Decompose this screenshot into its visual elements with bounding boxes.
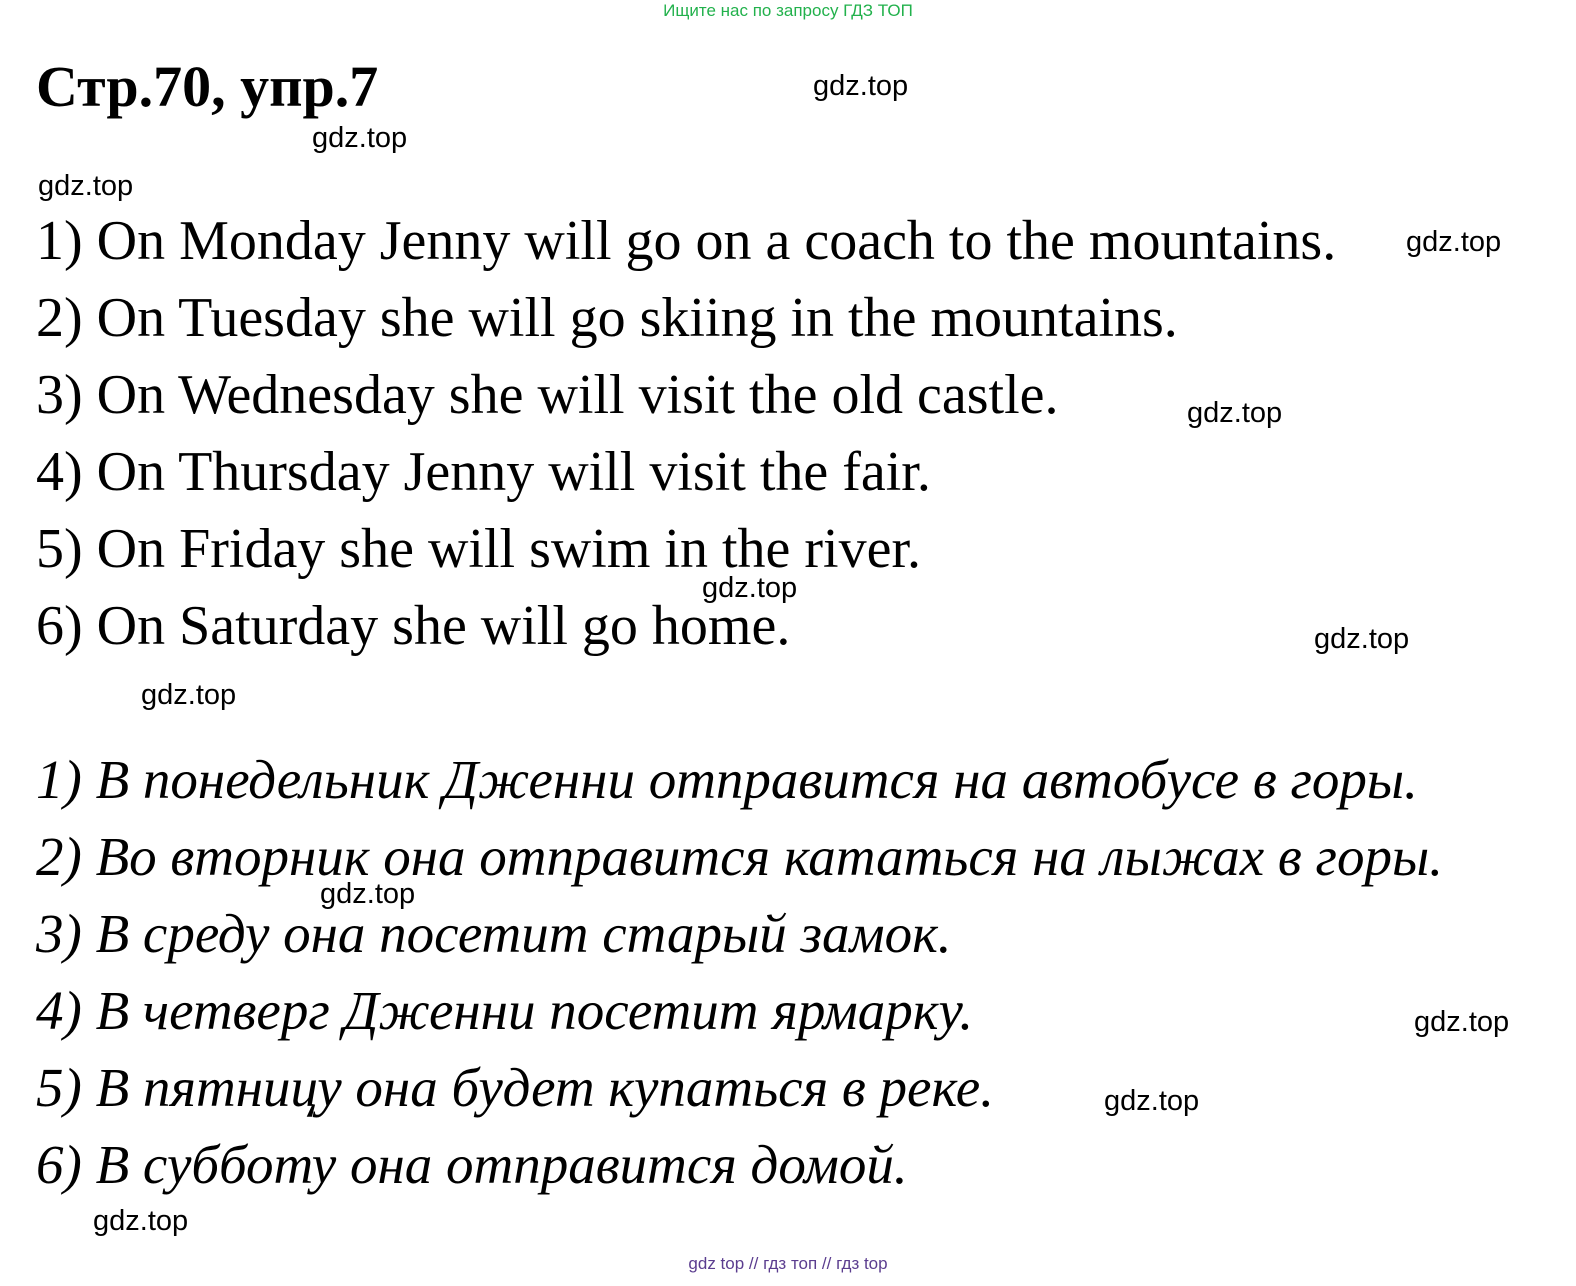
page-title: Стр.70, упр.7 <box>36 54 379 119</box>
watermark: gdz.top <box>141 679 237 711</box>
english-sentence-3: 3) On Wednesday she will visit the old castle. <box>36 364 1059 426</box>
watermark: gdz.top <box>1187 397 1283 429</box>
watermark: gdz.top <box>93 1205 189 1237</box>
watermark: gdz.top <box>1314 623 1410 655</box>
english-sentence-2: 2) On Tuesday she will go skiing in the mountains. <box>36 287 1178 349</box>
watermark: gdz.top <box>1104 1085 1200 1117</box>
watermark: gdz.top <box>1406 226 1502 258</box>
watermark: gdz.top <box>38 170 134 202</box>
russian-translation-list <box>36 741 1443 1203</box>
russian-sentence-4: 4) В четверг Дженни посетит ярмарку. <box>36 980 974 1041</box>
english-sentence-5: 5) On Friday she will swim in the river. <box>36 518 922 580</box>
russian-sentence-3: 3) В среду она посетит старый замок. <box>36 903 952 964</box>
russian-sentence-1: 1) В понедельник Дженни отправится на автобусе в горы. <box>36 749 1418 810</box>
watermark: gdz.top <box>312 122 408 154</box>
english-sentence-6: 6) On Saturday she will go home. <box>36 595 791 657</box>
watermark: gdz.top <box>702 572 798 604</box>
footer-watermark: gdz top // гдз топ // гдз top <box>688 1254 888 1273</box>
top-banner: Ищите нас по запросу ГДЗ ТОП <box>663 1 913 20</box>
russian-sentence-5: 5) В пятницу она будет купаться в реке. <box>36 1057 994 1118</box>
watermark: gdz.top <box>1414 1006 1510 1038</box>
watermark: gdz.top <box>813 70 909 102</box>
english-sentence-1: 1) On Monday Jenny will go on a coach to the mountains. <box>36 210 1337 272</box>
english-sentence-4: 4) On Thursday Jenny will visit the fair. <box>36 441 931 503</box>
english-sentence-list <box>36 203 1336 665</box>
russian-sentence-6: 6) В субботу она отправится домой. <box>36 1134 908 1195</box>
watermark: gdz.top <box>320 878 416 910</box>
russian-sentence-2: 2) Во вторник она отправится кататься на лыжах в горы. <box>36 826 1444 887</box>
